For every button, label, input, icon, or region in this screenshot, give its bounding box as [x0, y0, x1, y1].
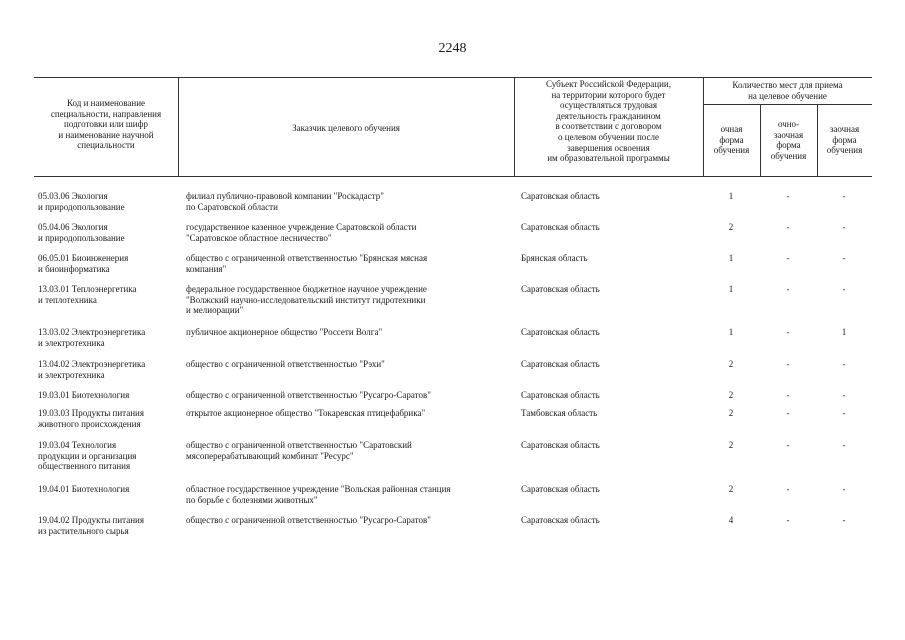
row-customer: публичное акционерное общество "Россети Волга" — [186, 327, 383, 337]
row-region: Саратовская область — [521, 191, 600, 201]
row-part-time: - — [786, 408, 790, 418]
header-extramural: заочная форма обучения — [826, 124, 863, 156]
header-customer: Заказчик целевого обучения — [292, 123, 400, 133]
row-part-time: - — [786, 327, 790, 337]
row-code: 19.04.01 Биотехнология — [38, 484, 130, 494]
row-region: Саратовская область — [521, 515, 600, 525]
row-customer: государственное казенное учреждение Саратовской области "Саратовское областное лесничество" — [186, 222, 417, 243]
row-region: Саратовская область — [521, 359, 600, 369]
row-full-time: 1 — [728, 327, 734, 337]
row-full-time: 4 — [728, 515, 734, 525]
header-full-time: очная форма обучения — [713, 124, 750, 156]
row-full-time: 2 — [728, 390, 734, 400]
row-full-time: 1 — [728, 253, 734, 263]
row-extramural: - — [842, 484, 846, 494]
row-region: Саратовская область — [521, 484, 600, 494]
row-extramural: - — [842, 440, 846, 450]
row-code: 13.03.02 Электроэнергетика и электротехника — [38, 327, 146, 348]
header-bottom-rule — [34, 176, 872, 177]
row-code: 19.03.03 Продукты питания животного происхождения — [38, 408, 144, 429]
row-full-time: 2 — [728, 359, 734, 369]
row-code: 19.04.02 Продукты питания из растительного сырья — [38, 515, 144, 536]
row-region: Саратовская область — [521, 440, 600, 450]
row-full-time: 2 — [728, 408, 734, 418]
row-code: 19.03.01 Биотехнология — [38, 390, 130, 400]
header-places: Количество мест для приема на целевое обучение — [732, 80, 843, 101]
row-part-time: - — [786, 359, 790, 369]
row-customer: общество с ограниченной ответственностью "Русагро-Саратов" — [186, 515, 431, 525]
row-region: Саратовская область — [521, 327, 600, 337]
row-part-time: - — [786, 440, 790, 450]
row-extramural: - — [842, 253, 846, 263]
row-full-time: 1 — [728, 191, 734, 201]
row-part-time: - — [786, 484, 790, 494]
row-full-time: 1 — [728, 284, 734, 294]
row-part-time: - — [786, 390, 790, 400]
row-customer: областное государственное учреждение "Вольская районная станция по борьбе с болезнями животных" — [186, 484, 451, 505]
row-code: 19.03.04 Технология продукции и организация общественного питания — [38, 440, 137, 472]
row-code: 05.04.06 Экология и природопользование — [38, 222, 125, 243]
row-extramural: - — [842, 284, 846, 294]
header-top-rule — [34, 77, 872, 78]
row-customer: общество с ограниченной ответственностью "Саратовский мясоперерабатывающий комбинат "Ресурс" — [186, 440, 412, 461]
row-part-time: - — [786, 191, 790, 201]
row-part-time: - — [786, 222, 790, 232]
row-full-time: 2 — [728, 484, 734, 494]
header-region: Субъект Российской Федерации, на территории которого будет осуществляться трудовая деятельность гражданином в соответствии с договором о целевом обучении после завершения освоения им образовательной программы — [546, 79, 671, 164]
row-region: Саратовская область — [521, 222, 600, 232]
row-customer: общество с ограниченной ответственностью "Брянская мясная компания" — [186, 253, 428, 274]
row-code: 13.04.02 Электроэнергетика и электротехника — [38, 359, 146, 380]
row-part-time: - — [786, 284, 790, 294]
row-part-time: - — [786, 253, 790, 263]
row-code: 05.03.06 Экология и природопользование — [38, 191, 125, 212]
page-number: 2248 — [438, 41, 467, 56]
row-region: Брянская область — [521, 253, 588, 263]
row-full-time: 2 — [728, 440, 734, 450]
header-subrule — [703, 104, 872, 105]
row-extramural: 1 — [841, 327, 847, 337]
row-region: Саратовская область — [521, 284, 600, 294]
row-region: Тамбовская область — [521, 408, 598, 418]
row-full-time: 2 — [728, 222, 734, 232]
row-customer: общество с ограниченной ответственностью "Рэхи" — [186, 359, 385, 369]
row-extramural: - — [842, 359, 846, 369]
row-part-time: - — [786, 515, 790, 525]
row-customer: общество с ограниченной ответственностью "Русагро-Саратов" — [186, 390, 431, 400]
row-customer: открытое акционерное общество "Токаревская птицефабрика" — [186, 408, 426, 418]
header-part-time: очно- заочная форма обучения — [770, 119, 807, 161]
row-customer: филиал публично-правовой компании "Роскадастр" по Саратовской области — [186, 191, 384, 212]
row-extramural: - — [842, 515, 846, 525]
header-code: Код и наименование специальности, направления подготовки или шифр и наименование научной специальности — [50, 98, 162, 151]
row-extramural: - — [842, 191, 846, 201]
row-extramural: - — [842, 408, 846, 418]
row-customer: федеральное государственное бюджетное научное учреждение "Волжский научно-исследовательский институт гидротехники и мелиорации" — [186, 284, 427, 316]
row-code: 06.05.01 Биоинженерия и биоинформатика — [38, 253, 129, 274]
row-extramural: - — [842, 390, 846, 400]
row-extramural: - — [842, 222, 846, 232]
row-region: Саратовская область — [521, 390, 600, 400]
row-code: 13.03.01 Теплоэнергетика и теплотехника — [38, 284, 137, 305]
